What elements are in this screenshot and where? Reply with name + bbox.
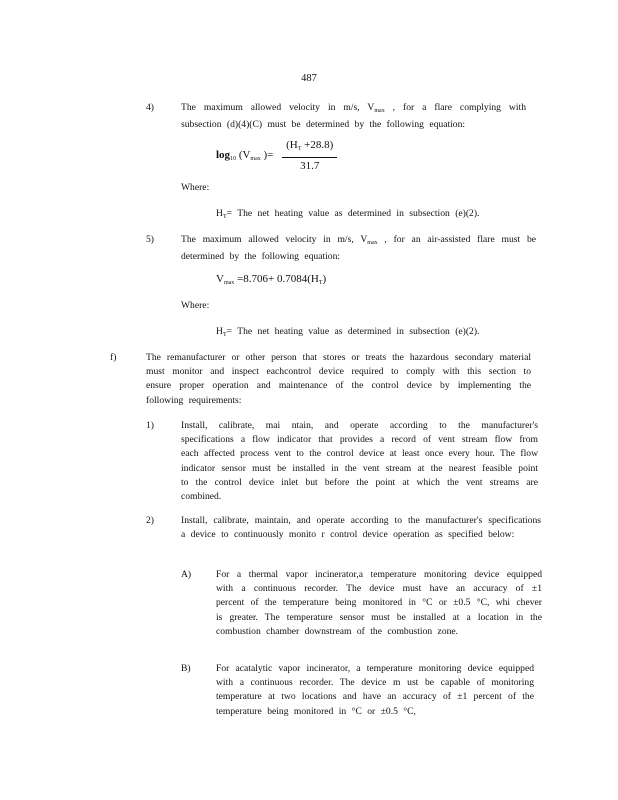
page-number: 487 <box>301 73 317 84</box>
f-item-2b-text: For acatalytic vapor incinerator, a temperature monitoring device equipped with a continuous recorder. The device m ust be capable of monitoring temperature at two locations and have an accuracy of ±1 percent of the temperature being monitored in °C or ±0.5 °C, <box>216 663 534 717</box>
f-item-1-text: Install, calibrate, mai ntain, and operate according to the manufacturer's specifications a flow indicator that provides a record of vent stream flow from each affected process vent to the control device at least once every hour. The flow indicator sensor must be installed in the vent stream at the nearest feasible point to the control device inlet but before the point at which the vent streams are combined. <box>181 420 538 503</box>
section-f-marker: f) <box>110 352 117 363</box>
item-5-where: Where: <box>181 300 210 311</box>
f-item-2a-marker: A) <box>181 569 192 580</box>
f-item-1-marker: 1) <box>146 420 154 431</box>
item-4-marker: 4) <box>146 102 154 113</box>
item-4-equation: $\log_{10} (V_{max}$ )= $\frac{(H_T +28.8)}{31.7}$ <box>216 138 337 173</box>
item-5-equation: $V_{max} =8.706+ 0.7084(H_T)$ <box>216 273 327 286</box>
item-5-definition: $H_T=$ The net heating value as determined in subsection (e)(2). <box>216 326 480 338</box>
item-5-marker: 5) <box>146 234 154 245</box>
f-item-2a-text: For a thermal vapor incinerator,a temperature monitoring device equipped with a continuous recorder. The device must have an accuracy of ±1 percent of the temperature being monitored in °C or ±0.5 °C, whi chever is greater. The temperature sensor must be installed at a location in the combustion chamber downstream of the combustion zone. <box>216 569 542 637</box>
f-item-2-text: Install, calibrate, maintain, and operate according to the manufacturer's specifications a device to continuously monito r control device operation as specified below: <box>181 515 541 541</box>
f-item-2-marker: 2) <box>146 515 154 526</box>
item-4-where: Where: <box>181 182 210 193</box>
item-5-text: The maximum allowed velocity in m/s, $V_{max}$ , for an air-assisted flare must be determined by the following equation: <box>181 234 536 263</box>
item-4-text: The maximum allowed velocity in m/s, $V_{max}$ , for a flare complying with subsection (d)(4)(C) must be determined by the following equation: <box>181 102 526 131</box>
item-4-fraction: $\frac{(H_T +28.8)}{31.7}$ <box>282 138 337 173</box>
item-4-definition: $H_T=$ The net heating value as determined in subsection (e)(2). <box>216 208 480 220</box>
section-f-text: The remanufacturer or other person that stores or treats the hazardous secondary material must monitor and inspect eachcontrol device required to comply with this section to ensure proper operation and maintenance of the control device by implementing the following requirements: <box>146 352 531 406</box>
f-item-2b-marker: B) <box>181 663 191 674</box>
